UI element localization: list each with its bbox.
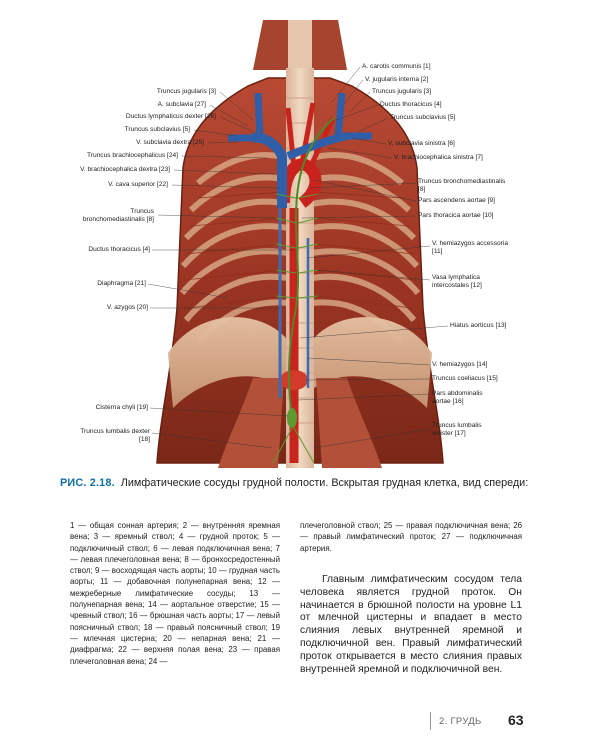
label-v-subclavia-dextra: V. subclavia dextra [25] — [136, 139, 204, 146]
label-v-brachiocephalica-sinistra: V. brachiocephalica sinistra [7] — [394, 154, 483, 161]
label-ductus-lymphaticus-dexter: Ductus lymphaticus dexter [26] — [125, 113, 216, 120]
label-truncus-subclavius-right: Truncus subclavius [5] — [390, 114, 456, 121]
legend-right-column: плечеголовной ствол; 25 — правая подключичная вена; 26 — правый лимфатический проток; 27 — подключичная артерия. — [300, 521, 522, 553]
label-diaphragma: Diaphragma [21] — [97, 280, 146, 287]
label-truncus-lumbalis-dexter: Truncus lumbalis dexter [18] — [80, 428, 150, 443]
body-paragraph: Главным лимфатическим сосудом тела человека является грудной проток. Он начинается в брюшной полости на уровне L1 от млечной цистерны и впадает в место слияния левых внутренней яремной и подключичной вен. Правый лимфатический проток открывается в место слияния правых внутренней яремной и подключичной вен. — [300, 574, 522, 675]
label-a-carotis-communis: A. carotis communis [1] — [362, 63, 431, 70]
label-v-brachiocephalica-dextra: V. brachiocephalica dextra [23] — [80, 166, 170, 173]
label-truncus-coeliacus: Truncus coeliacus [15] — [432, 375, 498, 382]
footer-divider — [430, 712, 431, 730]
label-truncus-brachiocephalicus: Truncus brachiocephalicus [24] — [86, 152, 178, 159]
label-truncus-subclavius-left: Truncus subclavius [5] — [124, 126, 190, 133]
label-ductus-thoracicus-left: Ductus thoracicus [4] — [88, 246, 150, 253]
label-v-hemiazygos-accessoria: V. hemiazygos accessoria [11] — [432, 240, 508, 255]
figure-caption-text: Лимфатические сосуды грудной полости. Вскрытая грудная клетка, вид спереди: — [120, 477, 529, 489]
label-pars-abdominalis-aortae: Pars abdominalis aortae [16] — [432, 390, 483, 405]
anatomy-figure — [48, 8, 552, 468]
legend-left-column: 1 — общая сонная артерия; 2 — внутренняя яремная вена; 3 — яремный ствол; 4 — грудной проток; 5 — подключичный ствол; 6 — левая подключичная вена; 7 — левая плечеголовная вена; 8 — бронхосредостенный ствол; 9 — восходящая часть аорты; 10 — грудная часть аорты; 11 — добавочная полунепарная вена; 12 — межреберные лимфатические сосуды; 13 — полунепарная вена; 14 — аортальное отверстие; 15 — чревный ствол; 16 — брюшная часть аорты; 17 — левый поясничный ствол; 18 — правый поясничный ствол; 19 — млечная цистерна; 20 — непарная вена; 21 — диафрагма; 22 — верхняя полая вена; 23 — правая плечеголовная вена; 24 — — [70, 521, 280, 666]
label-cisterna-chyli: Cisterna chyli [19] — [95, 404, 148, 411]
label-pars-ascendens-aortae: Pars ascendens aortae [9] — [418, 197, 495, 204]
label-v-subclavia-sinistra: V. subclavia sinistra [6] — [388, 140, 455, 147]
label-v-hemiazygos: V. hemiazygos [14] — [432, 361, 488, 368]
page-number: 63 — [508, 712, 524, 728]
label-truncus-jugularis-left: Truncus jugularis [3] — [156, 88, 216, 95]
label-truncus-bronchomediastinalis-left: Truncus bronchomediastinalis [8] — [82, 208, 154, 223]
label-truncus-bronchomediastinalis-right: Truncus bronchomediastinalis [8] — [418, 178, 506, 193]
label-v-azygos: V. azygos [20] — [106, 304, 148, 311]
label-hiatus-aorticus: Hiatus aorticus [13] — [450, 322, 507, 329]
label-ductus-thoracicus-right: Ductus thoracicus [4] — [380, 101, 442, 108]
footer-section-title: 2. ГРУДЬ — [439, 716, 482, 727]
figure-number: РИС. 2.18. — [60, 477, 115, 489]
label-truncus-lumbalis-sinister: Truncus lumbalis sinister [17] — [432, 422, 482, 437]
label-pars-thoracica-aortae: Pars thoracica aortae [10] — [418, 212, 494, 219]
label-v-cava-superior: V. cava superior [22] — [108, 181, 168, 188]
label-a-subclavia: A. subclavia [27] — [157, 101, 206, 108]
figure-caption — [60, 476, 560, 490]
label-v-jugularis-interna: V. jugularis interna [2] — [365, 76, 429, 83]
label-vasa-lymphatica-intercostales: Vasa lymphatica intercostales [12] — [432, 274, 482, 289]
label-truncus-jugularis-right: Truncus jugularis [3] — [372, 88, 432, 95]
